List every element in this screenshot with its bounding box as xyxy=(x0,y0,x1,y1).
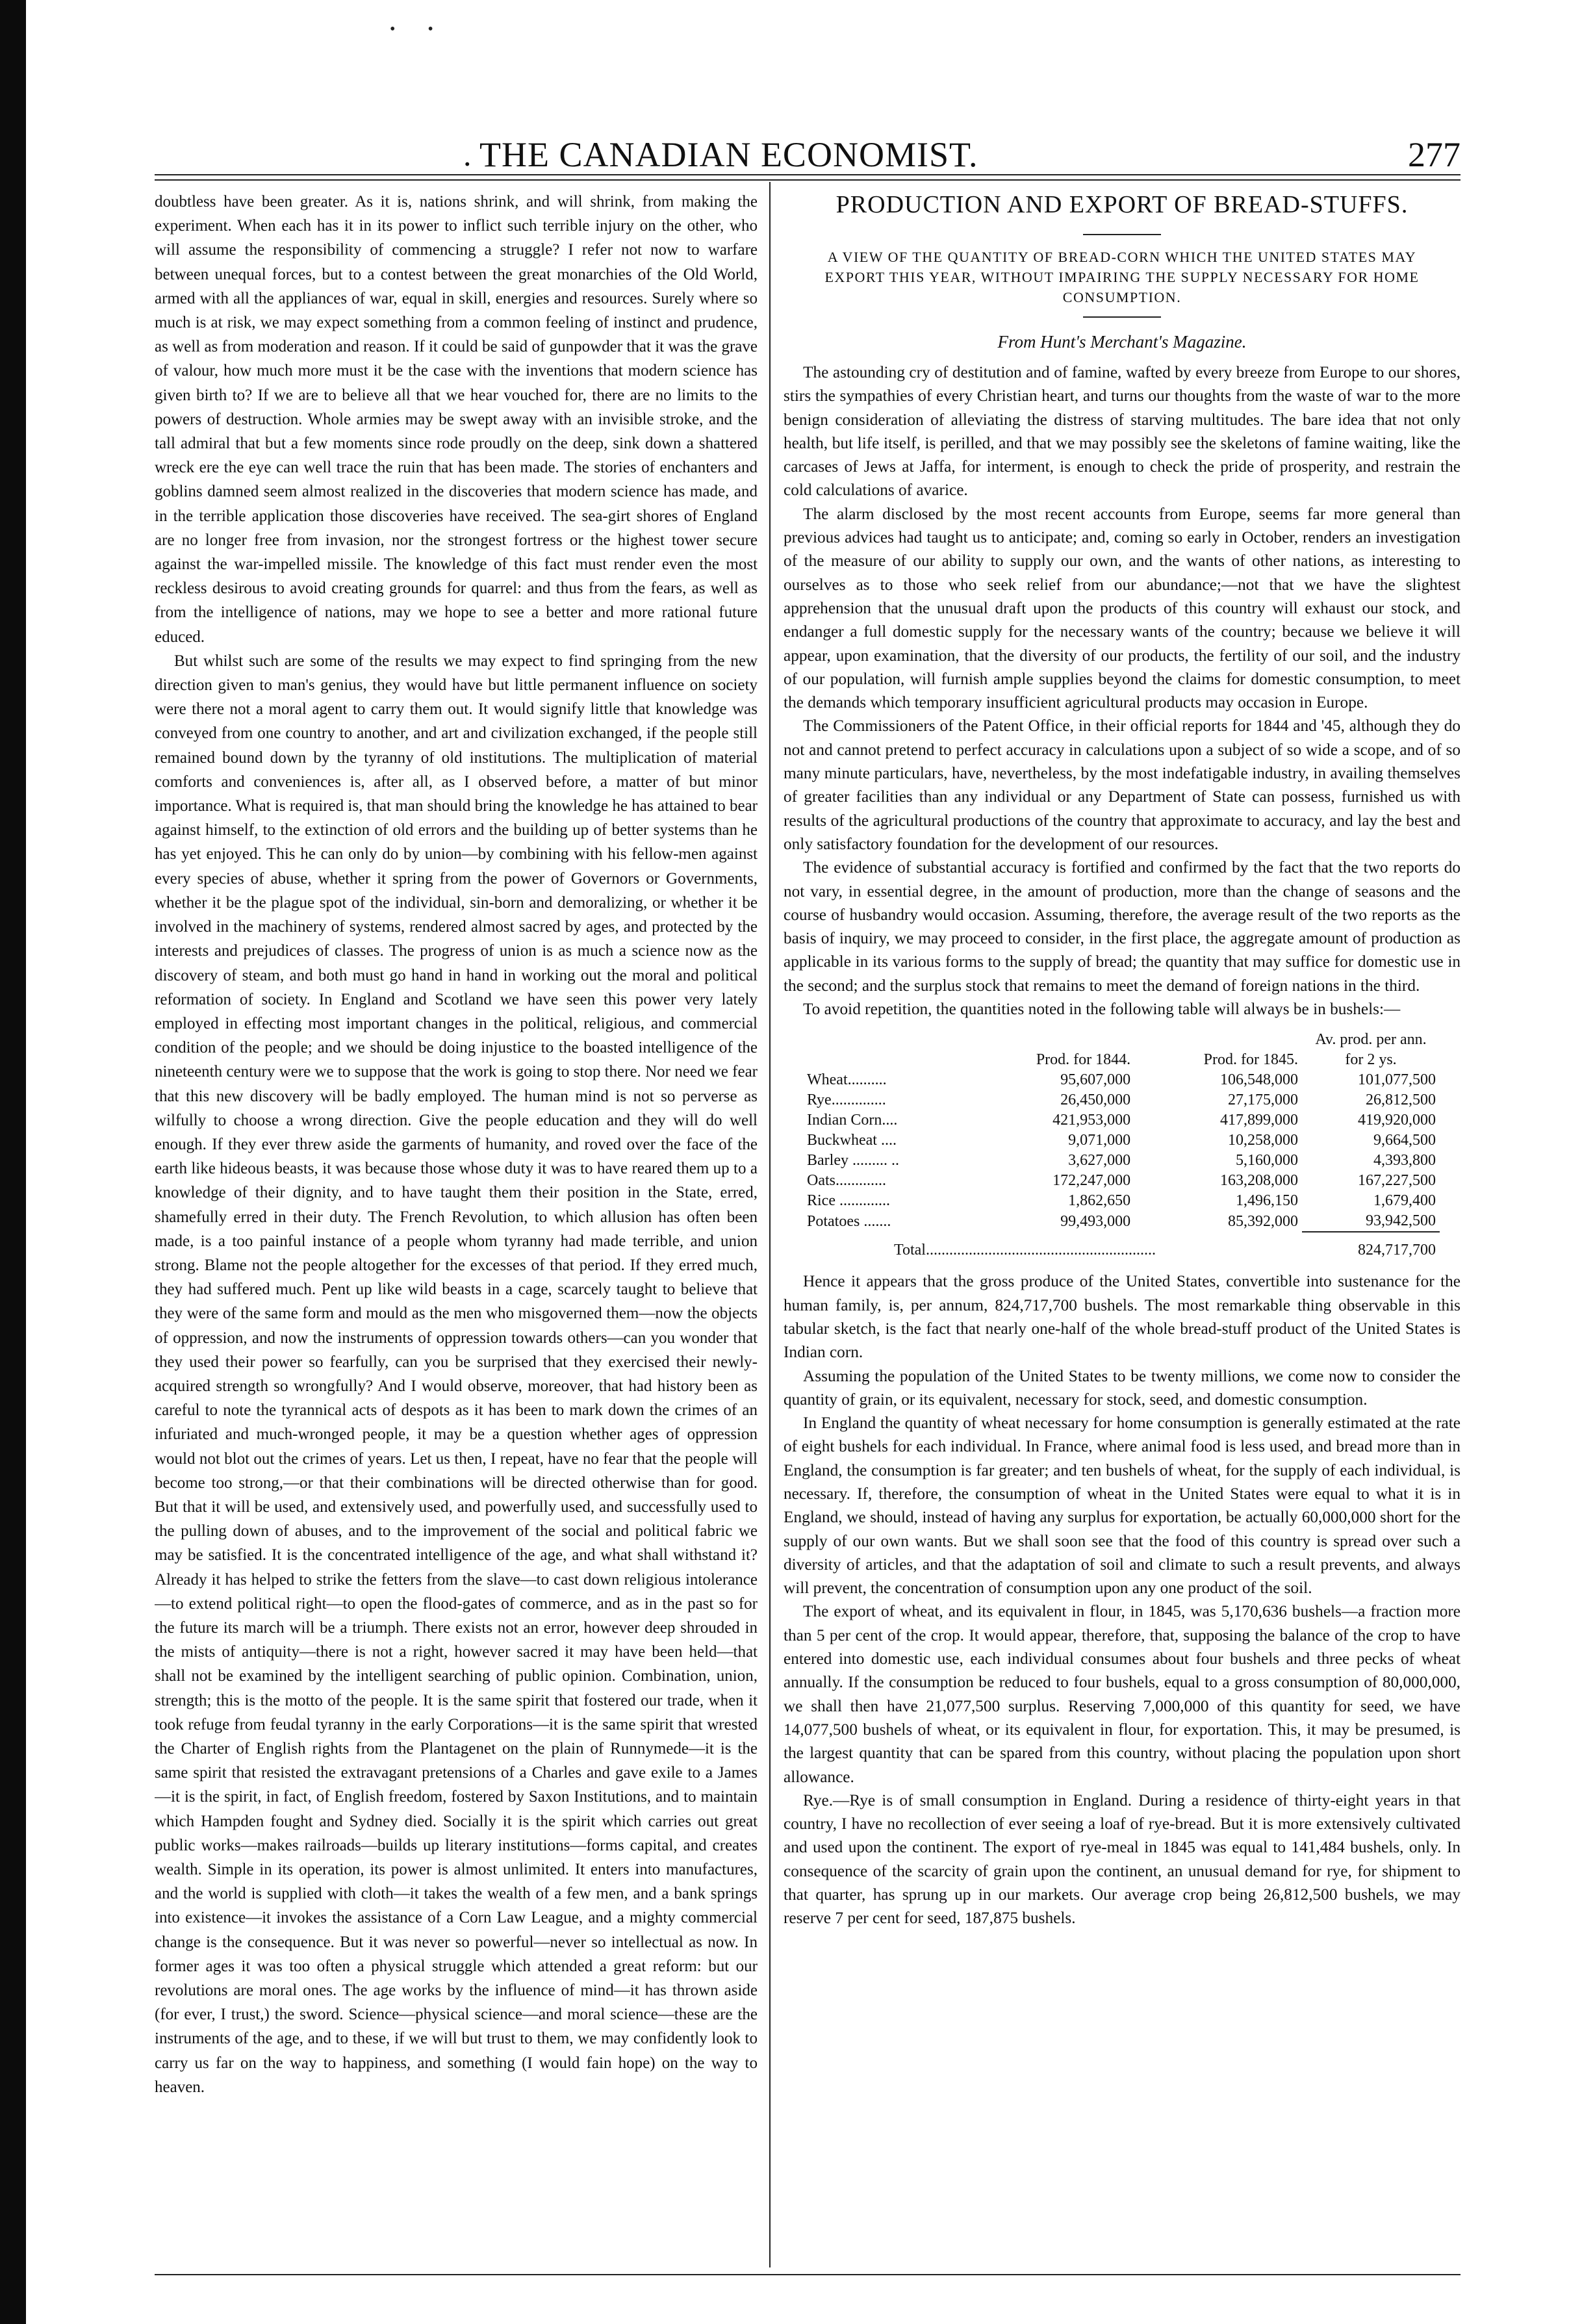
bottom-rule xyxy=(155,2274,1461,2275)
table-header-cell: Prod. for 1845. xyxy=(1203,1051,1298,1069)
article-title: PRODUCTION AND EXPORT OF BREAD-STUFFS. xyxy=(836,191,1409,218)
table-cell: 95,607,000 xyxy=(1060,1071,1131,1089)
column-divider xyxy=(769,182,771,2267)
page-title: THE CANADIAN ECONOMIST. xyxy=(479,135,978,174)
table-row xyxy=(803,1171,1440,1191)
right-paragraph-9: The export of wheat, and its equivalent in flour, in 1845, was 5,170,636 bushels—a fraction more than 5 per cent of the crop. It would appear, therefore, that, supposing the balance of the crop to have entered into domestic use, each individual consumes about four bushels and three pecks of wheat annually. If the consumption be reduced to four bushels, equal to a gross consumption of 80,000,000, we shall then have 21,077,500 surplus. Reserving 7,000,000 of this quantity for seed, we have 14,077,500 bushels of wheat, or its equivalent in flour, for exportation. This, it may be presumed, is the largest quantity that can be spared from this country, without placing the population upon short allowance. xyxy=(784,1602,1461,1786)
right-paragraph-4: The evidence of substantial accuracy is fortified and confirmed by the fact that the two reports do not vary, in essential degree, in the amount of production, more than the change of seasons and the course of husbandry would occasion. Assuming, therefore, the average result of the two reports as the basis of inquiry, we may proceed to consider, in the first place, the aggregate amount of production as applicable in its various forms to the supply of bread; the quantity that may suffice for domestic use in the second; and the surplus stock that remains to meet the demand of foreign nations in the third. xyxy=(784,858,1461,995)
crop-name: Wheat.......... xyxy=(807,1071,887,1089)
table-cell: 4,393,800 xyxy=(1373,1152,1436,1169)
table-total-row xyxy=(803,1235,1440,1260)
page-number: 277 xyxy=(1408,135,1461,174)
table-cell: 5,160,000 xyxy=(1236,1152,1298,1169)
table-header-cell: Av. prod. per ann. for 2 ys. xyxy=(1315,1031,1427,1069)
header-dot: . xyxy=(463,136,472,173)
total-value: 824,717,700 xyxy=(1358,1242,1436,1259)
table-cell: 1,496,150 xyxy=(1236,1192,1298,1210)
table-cell: 1,679,400 xyxy=(1373,1192,1436,1210)
table-cell: 163,208,000 xyxy=(1220,1172,1298,1190)
table-cell: 419,920,000 xyxy=(1358,1112,1436,1129)
crop-name: Indian Corn.... xyxy=(807,1112,898,1129)
table-cell: 1,862,650 xyxy=(1068,1192,1131,1210)
top-printer-mark: • • xyxy=(390,21,448,38)
article-subheading: A VIEW OF THE QUANTITY OF BREAD-CORN WHICH THE UNITED STATES MAY EXPORT THIS YEAR, WITHOUT IMPAIRING THE SUPPLY NECESSARY FOR HOME CONSUMPTION. xyxy=(824,249,1420,305)
table-cell: 99,493,000 xyxy=(1060,1212,1131,1230)
left-paragraph-1: doubtless have been greater. As it is, nations shrink, and will shrink, from making the experiment. When each has it in its power to inflict such terrible injury on the other, who will assume the responsibility of commencing a struggle? I refer not now to warfare between unequal forces, but to a contest between the great monarchies of the Old World, armed with all the appliances of war, equal in skill, energies and resources. Surely where so much is at risk, we may expect something from a common feeling of instinct and prudence, as well as from moderation and reason. If it could be said of gunpowder that it was the grave of valour, how much more must it be the case with the inventions that modern science has given birth to? If we are to believe all that we hear vouched for, there are no limits to the powers of destruction. Whole armies may be swept away with an invisible stroke, and the tall admiral that but a few moments since rode proudly on the deep, sink down a shattered wreck ere the eye can well trace the ruin that has been made. The stories of enchanters and goblins damned seem almost realized in the discoveries that modern science has made, and in the terrible application those discoveries have received. The sea-girt shores of England are no longer free from invasion, nor the strongest fortress or the highest tower secure against the war-impelled missile. The knowledge of this fact must render even the most reckless desirous to avoid creating grounds for quarrel: and thus from the fears, as well as from the intelligence of nations, may we hope to see a better and more rational future educed. xyxy=(155,193,758,646)
crop-name: Buckwheat .... xyxy=(807,1132,897,1149)
table-cell: 167,227,500 xyxy=(1358,1172,1436,1190)
binding-edge xyxy=(0,0,26,2324)
table-cell: 10,258,000 xyxy=(1228,1132,1298,1149)
table-cell: 421,953,000 xyxy=(1052,1112,1131,1129)
table-header-cell xyxy=(803,1030,967,1070)
table-cell: 93,942,500 xyxy=(1366,1212,1436,1230)
table-cell: 85,392,000 xyxy=(1228,1212,1298,1230)
right-paragraph-6: Hence it appears that the gross produce of the United States, convertible into sustenance for the human family, is, per annum, 824,717,700 bushels. The most remarkable thing observable in this tabular sketch, is the fact that nearly one-half of the whole bread-stuff product of the United States is Indian corn. xyxy=(784,1272,1461,1362)
table-header-cell: Prod. for 1844. xyxy=(1036,1051,1131,1069)
table-cell: 106,548,000 xyxy=(1220,1071,1298,1089)
right-paragraph-10: Rye.—Rye is of small consumption in England. During a residence of thirty-eight years in that country, I have no recollection of ever seeing a loaf of rye-bread. But it is more extensively cultivated and used upon the continent. The export of rye-meal in 1845 was equal to 141,484 bushels, only. In consequence of the scarcity of grain upon the continent, an unusual demand for rye, for shipment to that quarter, has sprung up in our markets. Our average crop being 26,812,500 bushels, we may reserve 7 per cent for seed, 187,875 bushels. xyxy=(784,1791,1461,1928)
crop-name: Barley ......... .. xyxy=(807,1152,899,1169)
table-row xyxy=(803,1070,1440,1090)
table-cell: 9,071,000 xyxy=(1068,1132,1131,1149)
right-paragraph-2: The alarm disclosed by the most recent accounts from Europe, seems far more general than previous advices had taught us to anticipate; and, coming so early in October, renders an investigation of the measure of our ability to supply our own, and the wants of other nations, as interesting to ourselves as to those who seek relief from our abundance;—not that we have the slightest apprehension that the unusual draft upon the products of this country will exhaust our stock, and endanger a full domestic supply for the necessary wants of the country; because we believe it will appear, upon examination, that the diversity of our products, the fertility of our soil, and the industry of our population, will furnish ample supplies beyond the claims for domestic consumption, to meet the demands which temporary insufficient agricultural products may occasion in Europe. xyxy=(784,504,1461,712)
table-row xyxy=(803,1211,1440,1232)
table-cell: 417,899,000 xyxy=(1220,1112,1298,1129)
table-cell: 101,077,500 xyxy=(1358,1071,1436,1089)
table-cell: 9,664,500 xyxy=(1373,1132,1436,1149)
right-paragraph-5: To avoid repetition, the quantities noted in the following table will always be in bushels:— xyxy=(803,1000,1401,1019)
table-row xyxy=(803,1130,1440,1151)
header-rule xyxy=(155,174,1461,181)
title-rule xyxy=(1083,234,1161,235)
table-header-row xyxy=(803,1030,1440,1070)
table-row xyxy=(803,1110,1440,1130)
left-column xyxy=(155,190,758,2262)
crop-name: Potatoes ....... xyxy=(807,1212,891,1230)
total-label: Total........................................................... xyxy=(894,1242,1156,1259)
table-row xyxy=(803,1090,1440,1110)
table-cell: 3,627,000 xyxy=(1068,1152,1131,1169)
table-row xyxy=(803,1191,1440,1211)
table-cell: 26,812,500 xyxy=(1366,1092,1436,1109)
crop-name: Oats............. xyxy=(807,1172,886,1190)
subheading-rule xyxy=(1083,316,1161,318)
table-cell: 27,175,000 xyxy=(1228,1092,1298,1109)
right-paragraph-3: The Commissioners of the Patent Office, in their official reports for 1844 and '45, although they do not and cannot pretend to perfect accuracy in calculations upon a subject of so wide a scope, and of so many minute particulars, have, nevertheless, by the most indefatigable industry, in availing themselves of greater facilities than any individual or any Department of State can possess, furnished us with results of the agricultural productions of the country that approximate to accuracy, and lay the best and only satisfactory foundation for the development of our resources. xyxy=(784,717,1461,853)
table-row xyxy=(803,1151,1440,1171)
article-source: From Hunt's Merchant's Magazine. xyxy=(997,332,1247,351)
right-paragraph-7: Assuming the population of the United States to be twenty millions, we come now to consider the quantity of grain, or its equivalent, necessary for stock, seed, and domestic consumption. xyxy=(784,1366,1461,1409)
left-paragraph-2: But whilst such are some of the results we may expect to find springing from the new direction given to man's genius, they would have but little permanent influence on society were there not a moral agent to carry them out. It would signify little that knowledge was conveyed from one country to another, and art and civilization exchanged, if the people still remained bound down by the tyranny of old institutions. The multiplication of material comforts and conveniences is, after all, as I observed before, a matter of but minor importance. What is required is, that man should bring the knowledge he has attained to bear against himself, to the extinction of old errors and the building up of better systems than he has yet enjoyed. This he can only do by union—by combining with his fellow-men against every species of abuse, whether it spring from the power of Governors or Governments, whether it be the plague spot of the individual, sin-born and demoralizing, or whether it be involved in the machinery of systems, rendered almost sacred by ages, and protected by the interests and prejudices of classes. The progress of union is as much a science now as the discovery of steam, and both must go hand in hand in working out the moral and political reformation of society. In England and Scotland we have seen this power very lately employed in effecting most important changes in the political, religious, and commercial condition of the people; and we should be doing injustice to the boasted intelligence of the nineteenth century were we to suppose that the work is going to stop there. Nor need we fear that this new discovery will be badly employed. The human mind is not so perverse as wilfully to choose a wrong direction. Give the people education and they will do well enough. If they ever threw aside the garments of humanity, and roved over the face of the earth like hideous beasts, it was because those whose duty it was to have reared them up to a knowledge of their dignity, and to have taught them their position in the State, erred, shamefully erred in their duty. The French Revolution, to which allusion has often been made, is a too painful instance of a people whom tyranny had made terrible, and union strong. Blame not the people altogether for the excesses of that period. If they erred much, they had suffered much. Pent up like wild beasts in a cage, scarcely taught to believe that they were of the same form and mould as the men who misgoverned them—now the objects of oppression, and now the instruments of oppression towards others—can you wonder that they used their power so fearfully, can you be surprised that they exercised their newly-acquired strength so wrongfully? And I would observe, moreover, that had history been as careful to note the tyrannical acts of despots as it has been to mark down the crimes of an infuriated and much-wronged people, it may be a question whether ages of oppression would not blot out the crimes of years. Let us then, I repeat, have no fear that the people will become too strong,—or that their combinations will be directed otherwise than for good. But that it will be used, and extensively used, and powerfully used, and successfully used to the pulling down of abuses, and to the improvement of the social and political fabric we may be satisfied. It is the concentrated intelligence of the age, and what shall withstand it? Already it has helped to strike the fetters from the slave—to cast down religious intolerance—to extend political right—to open the flood-gates of commerce, and as in the past so for the future its march will be a triumph. There exists not an error, however deep shrouded in the mists of antiquity—there is not a right, however sacred it may have been held—that shall not be examined by the intelligent searching of public opinion. Combination, union, strength; this is the motto of the people. It is the same spirit that fostered our trade, when it took refuge from feudal tyranny in the early Corporations—it is the same spirit that wrested the Charter of English rights from the Plantagenet on the plain of Runnymede—it is the same spirit that resisted the extravagant pretensions of a Charles and gave exile to a James—it is the spirit, in fact, of English freedom, fostered by Saxon Institutions, and to maintain which Hampden fought and Sydney died. Socially it is the spirit which carries out great public works—makes railroads—builds up literary institutions—forms capital, and creates wealth. Simple in its operation, its power is almost unlimited. It enters into manufactures, and the world is supplied with cloth—it takes the wealth of a few men, and a bank springs into existence—it invokes the assistance of a Corn Law League, and a mighty commercial change is the consequence. But it was never so powerful—never so intellectual as now. In former ages it was too often a physical struggle which attended a great reform: but our revolutions are moral ones. The age works by the influence of mind—it has thrown aside (for ever, I trust,) the sword. Science—physical science—and moral science—these are the instruments of the age, and to these, if we will but trust to them, we may confidently look to carry us far on the way to happiness, and something (I would fain hope) on the way to heaven. xyxy=(155,652,758,2096)
table-cell: 26,450,000 xyxy=(1060,1092,1131,1109)
table-cell: 172,247,000 xyxy=(1052,1172,1131,1190)
right-paragraph-8: In England the quantity of wheat necessary for home consumption is generally estimated at the rate of eight bushels for each individual. In France, where animal food is less used, and bread more than in England, the consumption is far greater; and ten bushels of wheat, for the supply of each individual, is necessary. If, therefore, the consumption of wheat in the United States were equal to what it is in England, we should, instead of having any surplus for exportation, be actually 60,000,000 short for the supply of our own wants. But we shall soon see that the food of this country is spread over such a diversity of articles, and that the adaptation of soil and climate to such a result prevents, and always will prevent, the concentration of consumption upon any one product of the soil. xyxy=(784,1414,1461,1598)
right-paragraph-1: The astounding cry of destitution and of famine, wafted by every breeze from Europe to our shores, stirs the sympathies of every Christian heart, and turns our thoughts from the waste of war to the more benign consideration of alleviating the distress of starving multitudes. The bare idea that not only health, but life itself, is perilled, and that we may possibly see the skeletons of famine waiting, like the carcases of Jews at Jaffa, for interment, is enough to check the pride of prosperity, and restrain the cold calculations of avarice. xyxy=(784,363,1461,500)
production-table xyxy=(803,1030,1440,1260)
right-column xyxy=(784,190,1461,2262)
running-header xyxy=(155,136,1461,173)
crop-name: Rye.............. xyxy=(807,1092,886,1109)
crop-name: Rice ............. xyxy=(807,1192,890,1210)
